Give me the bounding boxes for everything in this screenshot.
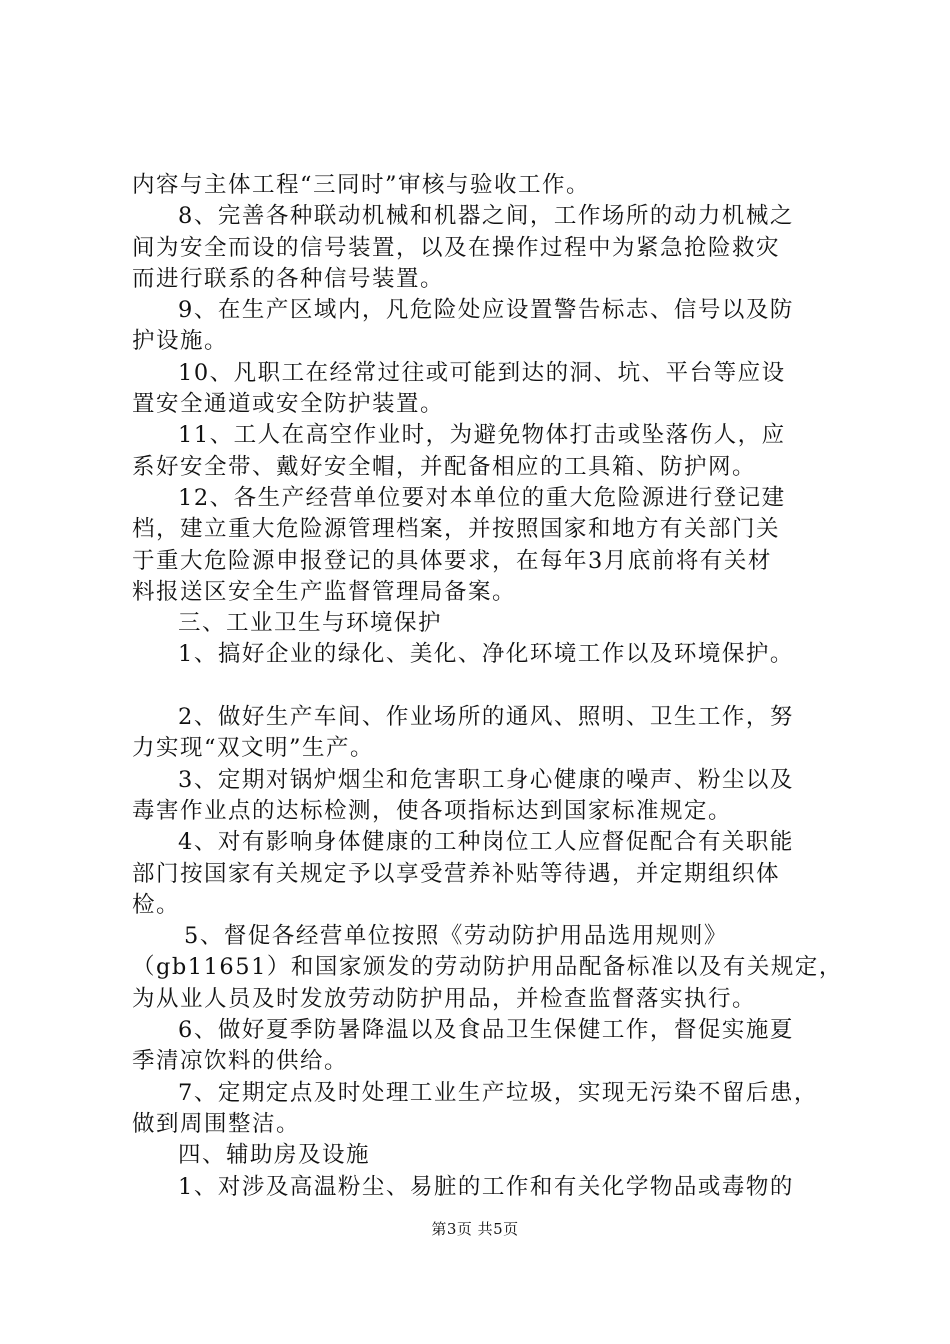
text-line: 档，建立重大危险源管理档案，并按照国家和地方有关部门关 (132, 516, 781, 543)
blank-line (132, 671, 832, 702)
text-line: 部门按国家有关规定予以享受营养补贴等待遇，并定期组织体 (132, 860, 781, 887)
text-line: 系好安全带、戴好安全帽，并配备相应的工具箱、防护网。 (132, 453, 757, 480)
text-line: 6、做好夏季防暑降温以及食品卫生保健工作，督促实施夏 (178, 1017, 794, 1044)
document-body (132, 170, 843, 1203)
section-heading: 四、辅助房及设施 (178, 1142, 371, 1169)
text-line: 为从业人员及时发放劳动防护用品，并检查监督落实执行。 (132, 985, 757, 1012)
text-line: 9、在生产区域内，凡危险处应设置警告标志、信号以及防 (178, 297, 794, 324)
text-line: 检。 (132, 891, 181, 918)
section-heading: 三、工业卫生与环境保护 (178, 610, 443, 637)
page-number: 第3页 共5页 (431, 1220, 519, 1238)
text-line: 季清凉饮料的供给。 (132, 1048, 349, 1075)
text-line: 护设施。 (132, 328, 229, 355)
page-footer (0, 1218, 950, 1239)
text-line: 7、定期定点及时处理工业生产垃圾，实现无污染不留后患， (178, 1079, 818, 1106)
text-line: （gb11651）和国家颁发的劳动防护用品配备标准以及有关规定， (132, 954, 843, 981)
text-line: 4、对有影响身体健康的工种岗位工人应督促配合有关职能 (178, 829, 794, 856)
text-line: 于重大危险源申报登记的具体要求，在每年3月底前将有关材 (132, 547, 772, 574)
text-line: 8、完善各种联动机械和机器之间，工作场所的动力机械之 (178, 203, 794, 230)
text-line: 力实现“双文明”生产。 (132, 735, 375, 762)
text-line: 内容与主体工程“三同时”审核与验收工作。 (132, 172, 591, 198)
text-line: 间为安全而设的信号装置，以及在操作过程中为紧急抢险救灾 (132, 234, 781, 261)
text-line: 1、对涉及高温粉尘、易脏的工作和有关化学物品或毒物的 (178, 1173, 794, 1200)
text-line: 3、定期对锅炉烟尘和危害职工身心健康的噪声、粉尘以及 (178, 766, 794, 793)
text-line: 毒害作业点的达标检测，使各项指标达到国家标准规定。 (132, 797, 733, 824)
text-line: 料报送区安全生产监督管理局备案。 (132, 578, 517, 605)
text-line: 而进行联系的各种信号装置。 (132, 265, 445, 292)
text-line: 11、工人在高空作业时，为避免物体打击或坠落伤人，应 (178, 422, 786, 449)
text-line: 10、凡职工在经常过往或可能到达的洞、坑、平台等应设 (178, 359, 786, 386)
text-line: 置安全通道或安全防护装置。 (132, 391, 445, 418)
text-line: 12、各生产经营单位要对本单位的重大危险源进行登记建 (178, 484, 786, 511)
text-line: 做到周围整洁。 (132, 1110, 301, 1137)
text-line: 5、督促各经营单位按照《劳动防护用品选用规则》 (184, 923, 728, 950)
text-line: 2、做好生产车间、作业场所的通风、照明、卫生工作，努 (178, 704, 794, 731)
text-line: 1、搞好企业的绿化、美化、净化环境工作以及环境保护。 (178, 641, 794, 668)
